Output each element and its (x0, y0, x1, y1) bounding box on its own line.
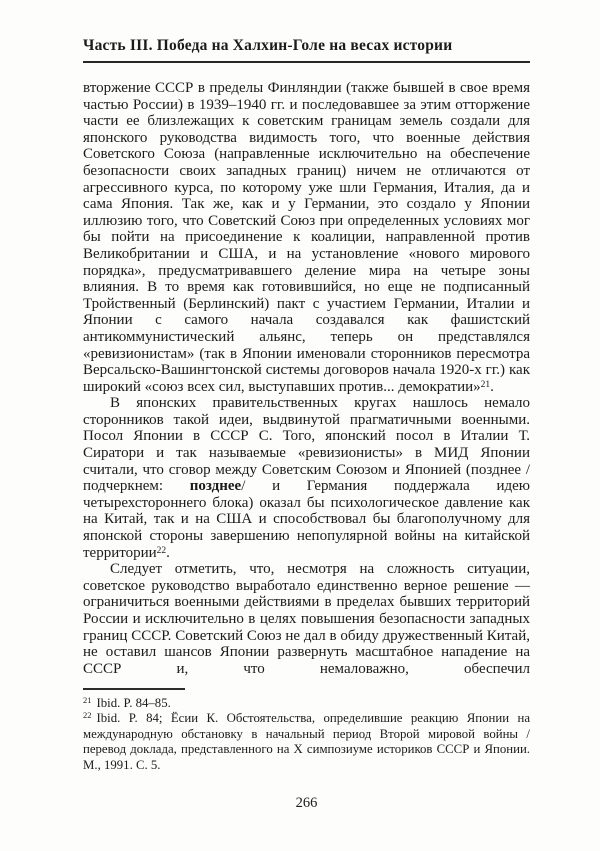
footnote-ref-22: 22 (156, 545, 167, 556)
footnote-area (83, 688, 530, 773)
running-header (83, 36, 530, 63)
paragraph-2 (83, 395, 530, 561)
footnote-21 (83, 696, 530, 711)
emphasized-word: позднее (189, 478, 242, 495)
page-number: 266 (295, 795, 318, 811)
footnote-21-text: Ibid. P. 84–85. (96, 696, 171, 710)
paragraph-1-end: . (490, 378, 494, 395)
paragraph-3 (83, 561, 530, 677)
footnote-separator (83, 688, 185, 690)
footnote-ref-21: 21 (480, 379, 491, 390)
footnote-21-number: 21 (83, 695, 92, 705)
paragraph-1 (83, 80, 530, 395)
footnote-22 (83, 711, 530, 773)
paragraph-2-text-pre: В японских правительственных кругах нашлось немало сторонников такой идеи, выдвинутой прагматичными военными. Посол Японии в СССР С. Того, японский посол в Италии Т. Сиратори и так называемые «ревизионисты» в МИД Японии считали, что сговор между Советским Союзом и Японией (позднее /подчеркнем: (83, 395, 530, 495)
paragraph-2-end: . (166, 544, 170, 561)
paragraph-1-text: вторжение СССР в пределы Финляндии (также бывшей в свое время частью России) в 1939–1940 гг. и последовавшее за этим отторжение части ее близлежащих к советским границам земель создали для японского руководства видимость того, что военные действия Советского Союза (направленные исключительно на обеспечение безопасности своих западных границ) ничем не отличаются от агрессивного курса, по которому уже шли Германия, Италия, да и сама Япония. Так же, как и у Германии, это создало у Японии иллюзию того, что Советский Союз при определенных условиях мог бы пойти на присоединение к коалиции, направленной против Великобритании и США, и на установление «нового мирового порядка», предусматривавшего деление мира на четыре зоны влияния. В то время как готовившийся, но еще не подписанный Тройственный (Берлинский) пакт с участием Германии, Италии и Японии с самого начала создавался как фашистский антикоммунистический альянс, теперь он представлялся «ревизионистам» (так в Японии именовали сторонников пересмотра Версальско-Вашингтонской системы договоров начала 1920-х гг.) как широкий «союз всех сил, выступавших против... демократии» (83, 80, 530, 395)
paragraph-3-text: Следует отметить, что, несмотря на сложность ситуации, советское руководство выработало единственно верное решение — ограничиться военными действиями в пределах бывших территорий России и исключительно в целях повышения безопасности западных границ СССР. Советский Союз не дал в обиду дружественный Китай, не оставил шансов Японии развернуть масштабное нападение на СССР и, что немаловажно, обеспечил (83, 561, 530, 677)
chapter-title: Часть III. Победа на Халхин-Голе на весах истории (83, 37, 453, 54)
footnote-22-number: 22 (83, 710, 92, 721)
page-body (83, 80, 530, 677)
footnote-22-text: Ibid. P. 84; Ёсии К. Обстоятельства, определившие реакцию Японии на международную обстановку в начальный период Второй мировой войны / перевод доклада, представленного на X симпозиуме историков СССР и Японии. М., 1991. С. 5. (83, 711, 530, 772)
paragraph-2-text-mid: / и Германия поддержала идею четырехстороннего блока) оказал бы психологическое давление как на Китай, так и на США и способствовал бы благополучному для японской стороны завершению непопулярной войны на китайской территории (83, 478, 530, 561)
